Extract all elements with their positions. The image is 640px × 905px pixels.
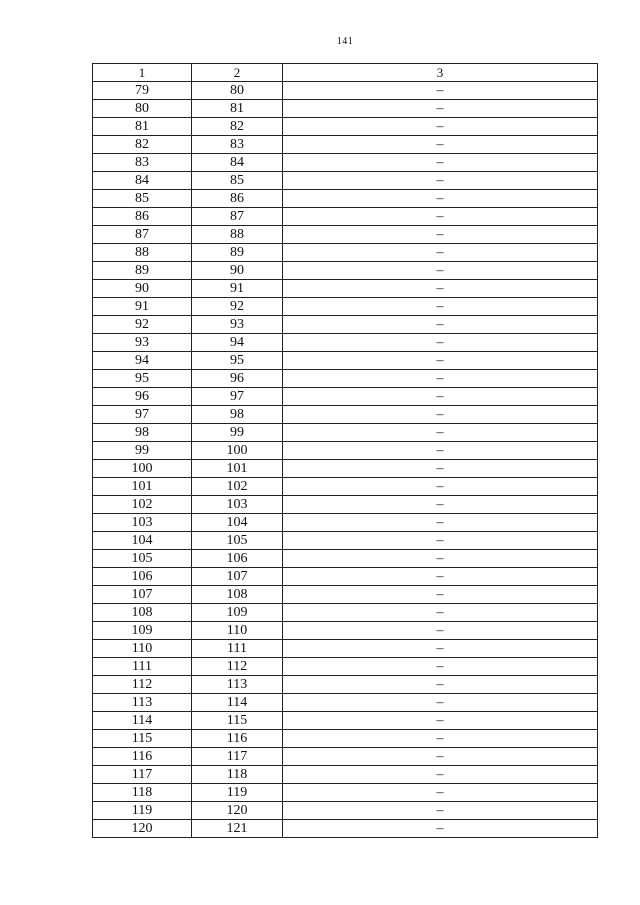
table-cell-col-2: 87 xyxy=(192,208,283,226)
table-cell-col-2: 120 xyxy=(192,802,283,820)
table-cell-col-3: – xyxy=(283,514,598,532)
table-cell-col-3: – xyxy=(283,640,598,658)
table-cell-col-1: 92 xyxy=(93,316,192,334)
table-cell-col-1: 94 xyxy=(93,352,192,370)
table-row xyxy=(93,460,598,478)
table-cell-col-2: 90 xyxy=(192,262,283,280)
table-row xyxy=(93,136,598,154)
table-row xyxy=(93,118,598,136)
table-body xyxy=(93,82,598,838)
table-cell-col-2: 85 xyxy=(192,172,283,190)
table-cell-col-1: 102 xyxy=(93,496,192,514)
table-cell-col-3: – xyxy=(283,568,598,586)
table-row xyxy=(93,784,598,802)
table-cell-col-2: 103 xyxy=(192,496,283,514)
table-cell-col-1: 84 xyxy=(93,172,192,190)
table-cell-col-1: 112 xyxy=(93,676,192,694)
table-cell-col-3: – xyxy=(283,802,598,820)
table-row xyxy=(93,226,598,244)
table-cell-col-1: 115 xyxy=(93,730,192,748)
table-cell-col-2: 109 xyxy=(192,604,283,622)
table-cell-col-1: 95 xyxy=(93,370,192,388)
table-cell-col-2: 86 xyxy=(192,190,283,208)
table-cell-col-2: 107 xyxy=(192,568,283,586)
table-cell-col-1: 88 xyxy=(93,244,192,262)
table-row xyxy=(93,766,598,784)
table-cell-col-2: 95 xyxy=(192,352,283,370)
table-cell-col-2: 84 xyxy=(192,154,283,172)
table-cell-col-3: – xyxy=(283,496,598,514)
table-row xyxy=(93,640,598,658)
table-row xyxy=(93,82,598,100)
table-cell-col-1: 81 xyxy=(93,118,192,136)
table-row xyxy=(93,820,598,838)
table-cell-col-2: 119 xyxy=(192,784,283,802)
table-cell-col-2: 117 xyxy=(192,748,283,766)
table-row xyxy=(93,208,598,226)
table-cell-col-1: 89 xyxy=(93,262,192,280)
table-cell-col-3: – xyxy=(283,100,598,118)
table-row xyxy=(93,622,598,640)
table-cell-col-1: 120 xyxy=(93,820,192,838)
table-cell-col-2: 112 xyxy=(192,658,283,676)
table-cell-col-3: – xyxy=(283,190,598,208)
table-cell-col-2: 116 xyxy=(192,730,283,748)
table-cell-col-3: – xyxy=(283,262,598,280)
table-cell-col-1: 117 xyxy=(93,766,192,784)
table-row xyxy=(93,406,598,424)
table-cell-col-3: – xyxy=(283,406,598,424)
table-cell-col-2: 98 xyxy=(192,406,283,424)
table-cell-col-3: – xyxy=(283,208,598,226)
table-cell-col-3: – xyxy=(283,442,598,460)
table-cell-col-1: 80 xyxy=(93,100,192,118)
table-cell-col-3: – xyxy=(283,730,598,748)
table-cell-col-1: 111 xyxy=(93,658,192,676)
table-row xyxy=(93,262,598,280)
table-cell-col-1: 101 xyxy=(93,478,192,496)
table-cell-col-1: 114 xyxy=(93,712,192,730)
table-cell-col-3: – xyxy=(283,532,598,550)
table-cell-col-3: – xyxy=(283,118,598,136)
table-cell-col-1: 105 xyxy=(93,550,192,568)
table-cell-col-2: 110 xyxy=(192,622,283,640)
table-row xyxy=(93,190,598,208)
table-cell-col-3: – xyxy=(283,820,598,838)
table-cell-col-1: 100 xyxy=(93,460,192,478)
table-cell-col-1: 79 xyxy=(93,82,192,100)
table-cell-col-2: 92 xyxy=(192,298,283,316)
table-cell-col-2: 113 xyxy=(192,676,283,694)
table-cell-col-3: – xyxy=(283,712,598,730)
table-cell-col-3: – xyxy=(283,154,598,172)
table-cell-col-3: – xyxy=(283,172,598,190)
table-cell-col-1: 96 xyxy=(93,388,192,406)
table-cell-col-2: 111 xyxy=(192,640,283,658)
table-row xyxy=(93,316,598,334)
table-cell-col-1: 103 xyxy=(93,514,192,532)
table-cell-col-3: – xyxy=(283,676,598,694)
table-cell-col-3: – xyxy=(283,244,598,262)
table-cell-col-2: 108 xyxy=(192,586,283,604)
table-cell-col-1: 85 xyxy=(93,190,192,208)
table-cell-col-1: 110 xyxy=(93,640,192,658)
table-cell-col-1: 118 xyxy=(93,784,192,802)
table-cell-col-3: – xyxy=(283,226,598,244)
table-row xyxy=(93,514,598,532)
table-row xyxy=(93,748,598,766)
table-cell-col-2: 82 xyxy=(192,118,283,136)
table-cell-col-3: – xyxy=(283,388,598,406)
table-row xyxy=(93,352,598,370)
column-header-1: 1 xyxy=(93,64,192,82)
table-row xyxy=(93,658,598,676)
table-cell-col-2: 118 xyxy=(192,766,283,784)
table-cell-col-2: 100 xyxy=(192,442,283,460)
table-row xyxy=(93,298,598,316)
table-cell-col-2: 101 xyxy=(192,460,283,478)
table-cell-col-2: 88 xyxy=(192,226,283,244)
table-cell-col-1: 83 xyxy=(93,154,192,172)
table-cell-col-2: 114 xyxy=(192,694,283,712)
table-cell-col-3: – xyxy=(283,550,598,568)
table-row xyxy=(93,676,598,694)
table-cell-col-3: – xyxy=(283,784,598,802)
table-cell-col-1: 107 xyxy=(93,586,192,604)
table-row xyxy=(93,424,598,442)
table-cell-col-2: 91 xyxy=(192,280,283,298)
data-table xyxy=(92,63,598,838)
table-cell-col-3: – xyxy=(283,586,598,604)
table-row xyxy=(93,172,598,190)
table-cell-col-2: 94 xyxy=(192,334,283,352)
table-cell-col-3: – xyxy=(283,460,598,478)
table-header xyxy=(93,64,598,82)
table-cell-col-2: 96 xyxy=(192,370,283,388)
column-header-2: 2 xyxy=(192,64,283,82)
table-row xyxy=(93,532,598,550)
table-row xyxy=(93,712,598,730)
table-row xyxy=(93,100,598,118)
table-cell-col-3: – xyxy=(283,82,598,100)
table-row xyxy=(93,280,598,298)
table-row xyxy=(93,496,598,514)
table-row xyxy=(93,802,598,820)
table-cell-col-1: 90 xyxy=(93,280,192,298)
table-cell-col-2: 89 xyxy=(192,244,283,262)
table-row xyxy=(93,694,598,712)
table-row xyxy=(93,442,598,460)
table-cell-col-2: 105 xyxy=(192,532,283,550)
table-cell-col-3: – xyxy=(283,298,598,316)
table-row xyxy=(93,478,598,496)
table-row xyxy=(93,568,598,586)
table-cell-col-2: 81 xyxy=(192,100,283,118)
table-cell-col-1: 108 xyxy=(93,604,192,622)
table-cell-col-2: 106 xyxy=(192,550,283,568)
table-cell-col-2: 104 xyxy=(192,514,283,532)
table-cell-col-1: 87 xyxy=(93,226,192,244)
table-cell-col-2: 99 xyxy=(192,424,283,442)
table-cell-col-1: 119 xyxy=(93,802,192,820)
table-cell-col-3: – xyxy=(283,334,598,352)
table-cell-col-3: – xyxy=(283,316,598,334)
table-row xyxy=(93,334,598,352)
table-cell-col-3: – xyxy=(283,352,598,370)
table-row xyxy=(93,370,598,388)
table-cell-col-1: 86 xyxy=(93,208,192,226)
table-cell-col-3: – xyxy=(283,694,598,712)
column-header-3: 3 xyxy=(283,64,598,82)
table-cell-col-1: 98 xyxy=(93,424,192,442)
table-cell-col-1: 91 xyxy=(93,298,192,316)
table-cell-col-3: – xyxy=(283,370,598,388)
table-cell-col-3: – xyxy=(283,748,598,766)
table-row xyxy=(93,586,598,604)
table-cell-col-2: 102 xyxy=(192,478,283,496)
table-cell-col-2: 83 xyxy=(192,136,283,154)
table-cell-col-3: – xyxy=(283,604,598,622)
table-cell-col-2: 93 xyxy=(192,316,283,334)
table-cell-col-1: 93 xyxy=(93,334,192,352)
table-cell-col-2: 97 xyxy=(192,388,283,406)
table-row xyxy=(93,244,598,262)
page-number: 141 xyxy=(336,36,354,47)
table-cell-col-3: – xyxy=(283,136,598,154)
table-cell-col-1: 104 xyxy=(93,532,192,550)
table-cell-col-1: 106 xyxy=(93,568,192,586)
table-cell-col-2: 115 xyxy=(192,712,283,730)
table-cell-col-3: – xyxy=(283,424,598,442)
table-row xyxy=(93,388,598,406)
table-cell-col-1: 99 xyxy=(93,442,192,460)
table-cell-col-3: – xyxy=(283,280,598,298)
table-row xyxy=(93,154,598,172)
table-cell-col-1: 116 xyxy=(93,748,192,766)
header-row xyxy=(93,64,598,82)
table-row xyxy=(93,604,598,622)
table-cell-col-1: 97 xyxy=(93,406,192,424)
table-cell-col-3: – xyxy=(283,658,598,676)
table-cell-col-2: 121 xyxy=(192,820,283,838)
table-cell-col-2: 80 xyxy=(192,82,283,100)
table-row xyxy=(93,730,598,748)
table-cell-col-3: – xyxy=(283,766,598,784)
table-cell-col-1: 109 xyxy=(93,622,192,640)
table-cell-col-3: – xyxy=(283,478,598,496)
table-row xyxy=(93,550,598,568)
table-cell-col-1: 82 xyxy=(93,136,192,154)
table-cell-col-3: – xyxy=(283,622,598,640)
table-cell-col-1: 113 xyxy=(93,694,192,712)
